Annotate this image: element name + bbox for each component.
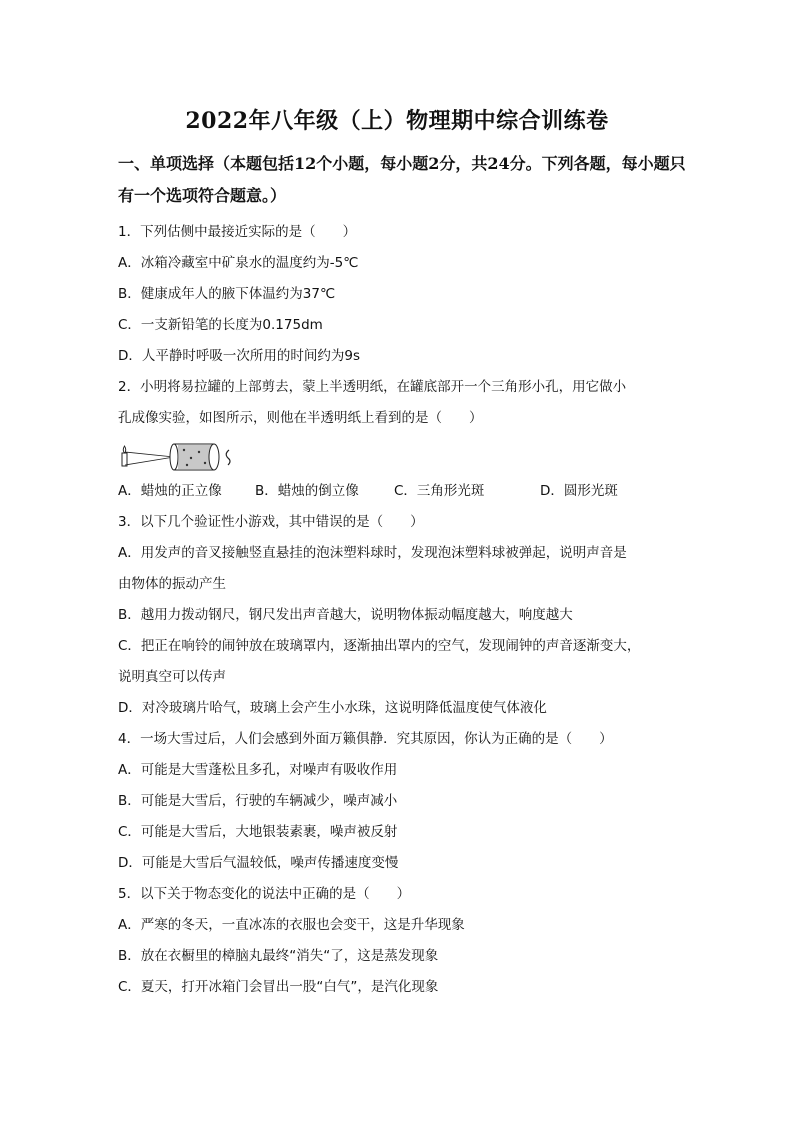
question-3-option-b: B．越用力拨动钢尺，钢尺发出声音越大，说明物体振动幅度越大，响度越大 bbox=[118, 607, 573, 623]
question-3-option-c-line-2: 说明真空可以传声 bbox=[118, 669, 226, 685]
question-4-option-b: B．可能是大雪后，行驶的车辆减少，噪声减小 bbox=[118, 793, 398, 809]
question-3-option-c-line-1: C．把正在响铃的闹钟放在玻璃罩内，逐渐抽出罩内的空气，发现闹钟的声音逐渐变大， bbox=[118, 638, 641, 654]
question-5-option-c: C．夏天，打开冰箱门会冒出一股“白气”，是汽化现象 bbox=[118, 979, 439, 995]
question-4-stem: 4．一场大雪过后，人们会感到外面万籁俱静．究其原因，你认为正确的是（ ） bbox=[118, 731, 613, 747]
question-4-option-a: A．可能是大雪蓬松且多孔，对噪声有吸收作用 bbox=[118, 762, 398, 778]
exam-title: 2022年八年级（上）物理期中综合训练卷 bbox=[185, 108, 609, 134]
question-2-option-d: D．圆形光斑 bbox=[540, 483, 618, 499]
question-1-stem: 1．下列估侧中最接近实际的是（ ） bbox=[118, 224, 357, 240]
question-3-option-a-line-2: 由物体的振动产生 bbox=[118, 576, 226, 592]
question-2-option-c: C．三角形光斑 bbox=[394, 483, 485, 499]
section-heading: 一、单项选择（本题包括12个小题，每小题2分，共24分。下列各题，每小题只有一个选项符合题意。） bbox=[118, 154, 686, 205]
can-hatching bbox=[178, 445, 212, 469]
question-3-stem: 3．以下几个验证性小游戏，其中错误的是（ ） bbox=[118, 514, 424, 530]
question-2-option-a: A．蜡烛的正立像 bbox=[118, 483, 222, 499]
question-1-option-a: A．冰箱冷藏室中矿泉水的温度约为-5℃ bbox=[118, 255, 359, 271]
light-ray-bottom bbox=[125, 457, 174, 465]
can-bottom bbox=[170, 444, 178, 470]
question-3-option-a-line-1: A．用发声的音叉接触竖直悬挂的泡沫塑料球时，发现泡沫塑料球被弹起，说明声音是 bbox=[118, 545, 627, 561]
question-2-option-b: B．蜡烛的倒立像 bbox=[255, 483, 359, 499]
candle bbox=[122, 453, 127, 466]
question-5-option-a: A．严寒的冬天，一直冰冻的衣服也会变干，这是升华现象 bbox=[118, 917, 465, 933]
question-4-option-c: C．可能是大雪后，大地银装素裹，噪声被反射 bbox=[118, 824, 398, 840]
translucent-screen bbox=[209, 444, 219, 470]
eye bbox=[226, 450, 230, 465]
question-5-option-b: B．放在衣橱里的樟脑丸最终“消失“了，这是蒸发现象 bbox=[118, 948, 439, 964]
question-2-stem-line-2: 孔成像实验，如图所示，则他在半透明纸上看到的是（ ） bbox=[118, 410, 483, 426]
pinhole-camera-figure bbox=[116, 438, 236, 472]
question-1-option-c: C．一支新铅笔的长度为0.175dm bbox=[118, 317, 323, 333]
question-2-stem-line-1: 2．小明将易拉罐的上部剪去，蒙上半透明纸，在罐底部开一个三角形小孔，用它做小 bbox=[118, 379, 627, 395]
question-4-option-d: D．可能是大雪后气温较低，噪声传播速度变慢 bbox=[118, 855, 399, 871]
light-ray-top bbox=[125, 452, 174, 457]
question-5-stem: 5．以下关于物态变化的说法中正确的是（ ） bbox=[118, 886, 411, 902]
question-1-option-b: B．健康成年人的腋下体温约为37℃ bbox=[118, 286, 336, 302]
question-1-option-d: D．人平静时呼吸一次所用的时间约为9s bbox=[118, 348, 361, 364]
question-2-options bbox=[118, 481, 678, 501]
question-3-option-d: D．对冷玻璃片哈气，玻璃上会产生小水珠，这说明降低温度使气体液化 bbox=[118, 700, 547, 716]
